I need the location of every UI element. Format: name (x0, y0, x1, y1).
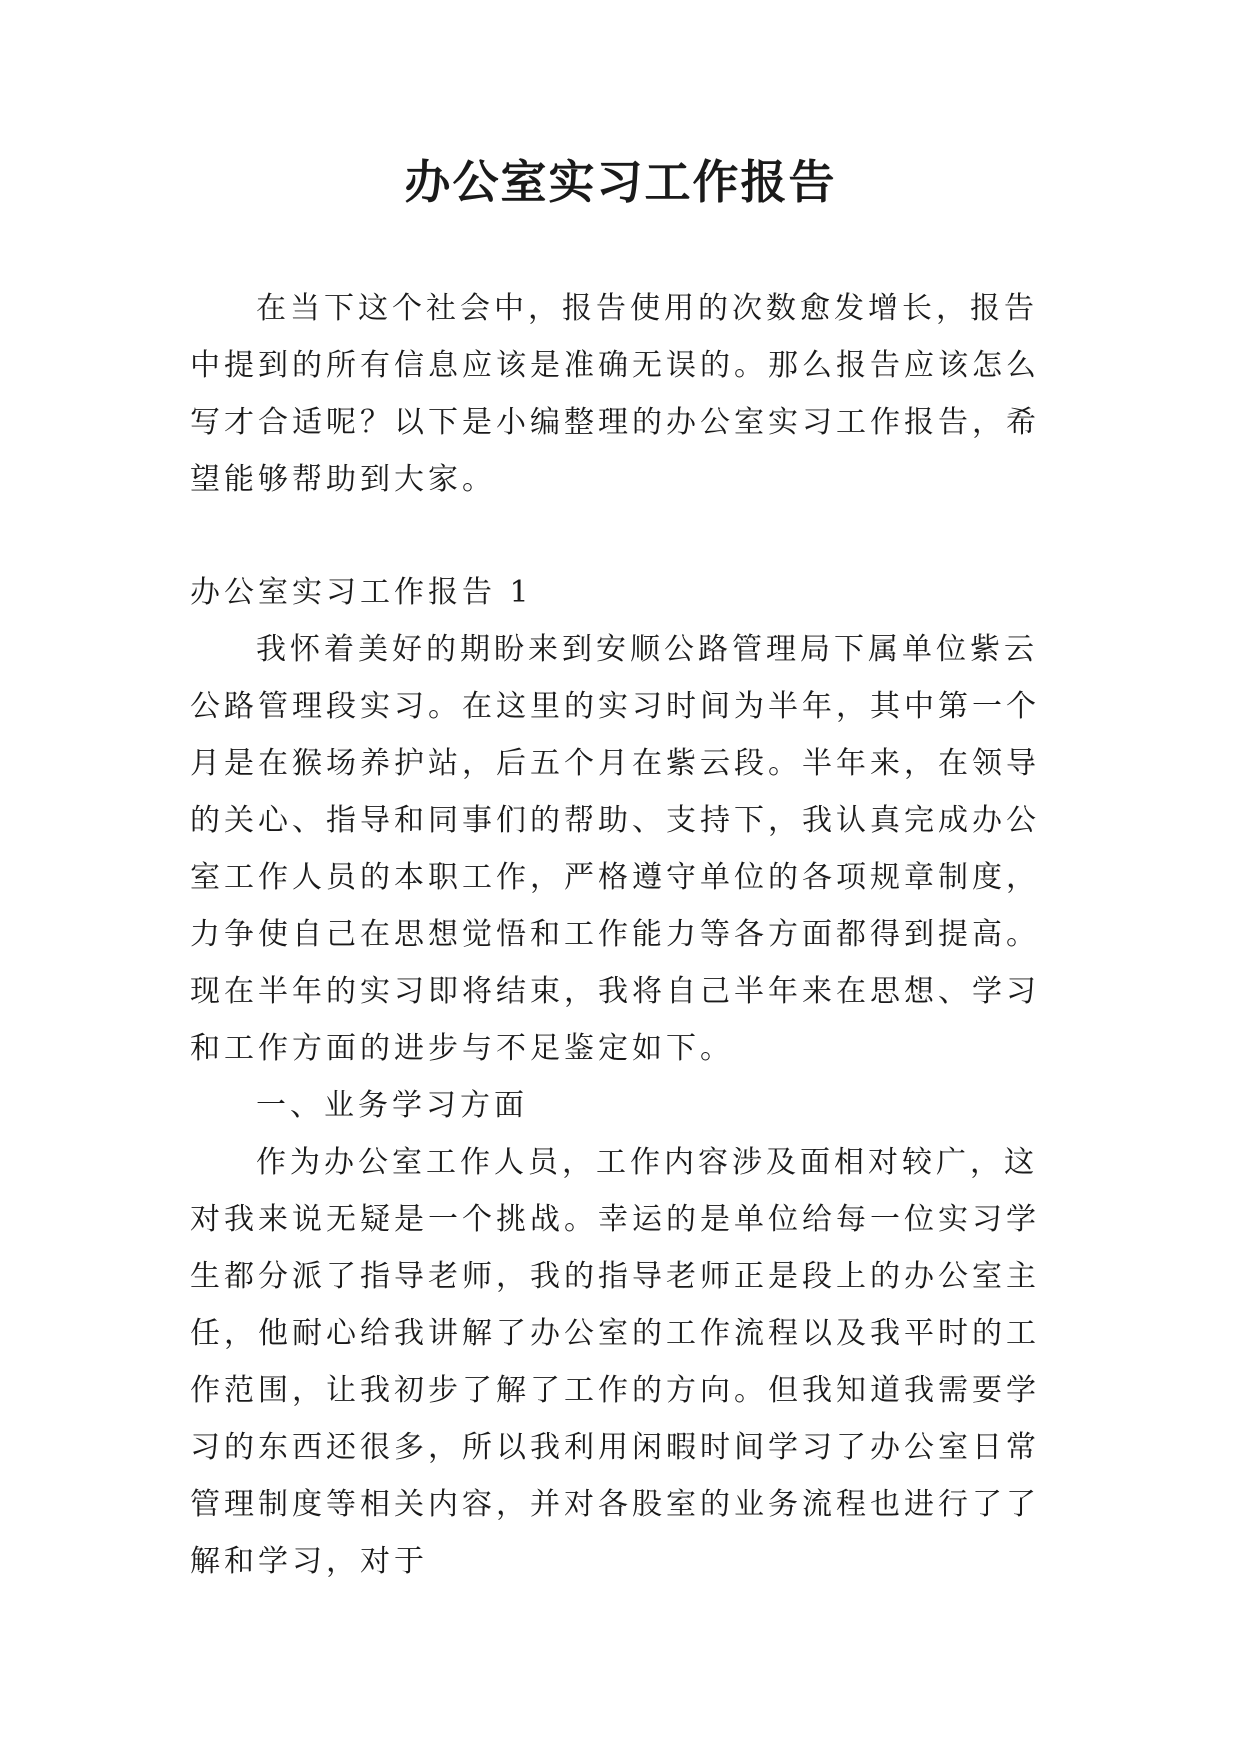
intro-paragraph: 在当下这个社会中，报告使用的次数愈发增长，报告中提到的所有信息应该是准确无误的。那么报告应该怎么写才合适呢？以下是小编整理的办公室实习工作报告，希望能够帮助到大家。 (190, 291, 1040, 497)
subsection-heading: 一、业务学习方面 (256, 1088, 528, 1123)
body-paragraph: 作为办公室工作人员，工作内容涉及面相对较广，这对我来说无疑是一个挑战。幸运的是单位给每一位实习学生都分派了指导老师，我的指导老师正是段上的办公室主任，他耐心给我讲解了办公室的工作流程以及我平时的工作范围，让我初步了解了工作的方向。但我知道我需要学习的东西还很多，所以我利用闲暇时间学习了办公室日常管理制度等相关内容，并对各股室的业务流程也进行了了解和学习，对于 (190, 1145, 1040, 1579)
section-heading: 办公室实习工作报告 1 (190, 575, 533, 610)
document-title: 办公室实习工作报告 (404, 155, 837, 209)
body-paragraph: 我怀着美好的期盼来到安顺公路管理局下属单位紫云公路管理段实习。在这里的实习时间为半年，其中第一个月是在猴场养护站，后五个月在紫云段。半年来，在领导的关心、指导和同事们的帮助、支持下，我认真完成办公室工作人员的本职工作，严格遵守单位的各项规章制度，力争使自己在思想觉悟和工作能力等各方面都得到提高。现在半年的实习即将结束，我将自己半年来在思想、学习和工作方面的进步与不足鉴定如下。 (190, 632, 1040, 1066)
document-body (190, 280, 1060, 1590)
